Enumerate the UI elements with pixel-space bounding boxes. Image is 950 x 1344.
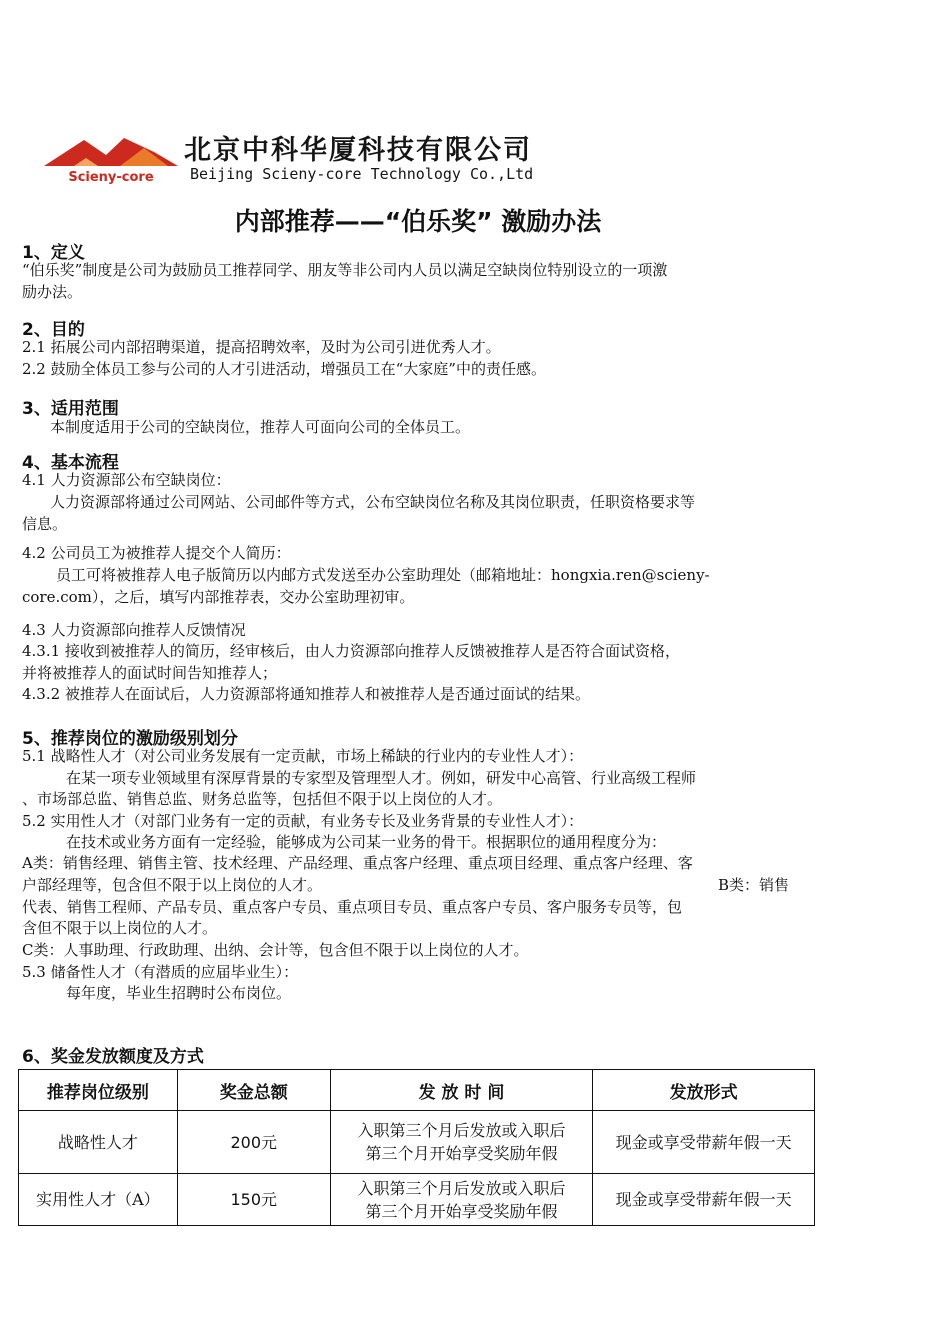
table-header: 奖金总额 [177,1070,330,1111]
paragraph-line: 人力资源部将通过公司网站、公司邮件等方式，公布空缺岗位名称及其岗位职责，任职资格要求等 [50,493,696,511]
table-header: 推荐岗位级别 [19,1070,178,1111]
paragraph-line: 励办法。 [22,283,83,301]
table-header: 发 放 时 间 [330,1070,593,1111]
paragraph-line: 员工可将被推荐人电子版简历以内邮方式发送至办公室助理处（邮箱地址：hongxia.ren@scieny- [56,566,710,584]
section-1-heading: 1、定义 [22,243,85,263]
paragraph-line: C类：人事助理、行政助理、出纳、会计等，包含但不限于以上岗位的人才。 [22,941,529,959]
cell-time-line: 入职第三个月后发放或入职后 [357,1178,566,1198]
paragraph-line: 并将被推荐人的面试时间告知推荐人； [22,664,278,682]
table-row [19,1111,815,1174]
section-4-heading: 4、基本流程 [22,453,119,473]
paragraph-line: core.com），之后，填写内部推荐表，交办公室助理初审。 [22,588,415,606]
paragraph-line: 信息。 [22,515,68,533]
paragraph-line: 5.3 储备性人才（有潜质的应届毕业生）： [22,963,299,981]
paragraph-line: 代表、销售工程师、产品专员、重点客户专员、重点项目专员、重点客户专员、客户服务专员等，包 [22,898,683,916]
paragraph-line: 4.3.1 接收到被推荐人的简历，经审核后，由人力资源部向推荐人反馈被推荐人是否符合面试资格， [22,642,680,660]
paragraph-line: A类：销售经理、销售主管、技术经理、产品经理、重点客户经理、重点项目经理、重点客户经理、客 [22,854,693,872]
cell-amount: 200元 [177,1111,330,1174]
paragraph-line: 4.1 人力资源部公布空缺岗位： [22,471,231,489]
paragraph-line: 在技术或业务方面有一定经验，能够成为公司某一业务的骨干。根据职位的通用程度分为： [66,833,667,851]
cell-time-line: 第三个月开始享受奖励年假 [365,1201,558,1221]
company-name-cn: 北京中科华厦科技有限公司 [184,135,532,166]
cell-time [330,1111,593,1174]
paragraph-line: 含但不限于以上岗位的人才。 [22,919,218,937]
paragraph-line: 4.2 公司员工为被推荐人提交个人简历： [22,544,291,562]
table-header: 发放形式 [593,1070,815,1111]
section-3-heading: 3、适用范围 [22,399,119,419]
paragraph-line: 4.3.2 被推荐人在面试后，人力资源部将通知推荐人和被推荐人是否通过面试的结果。 [22,685,590,703]
document-title: 内部推荐——“伯乐奖” 激励办法 [234,207,602,236]
cell-level: 战略性人才 [19,1111,178,1174]
company-logo-icon [44,130,178,186]
cell-form: 现金或享受带薪年假一天 [593,1174,815,1226]
table-header-row [19,1070,815,1111]
paragraph-line: 在某一项专业领域里有深厚背景的专家型及管理型人才。例如，研发中心高管、行业高级工程师 [66,769,697,787]
company-name-en: Beijing Scieny-core Technology Co.,Ltd [190,165,534,183]
cell-time-line: 第三个月开始享受奖励年假 [365,1144,558,1163]
cell-level: 实用性人才（A） [19,1174,178,1226]
paragraph-line: 5.1 战略性人才（对公司业务发展有一定贡献，市场上稀缺的行业内的专业性人才）： [22,747,584,765]
cell-time-line: 入职第三个月后发放或入职后 [357,1121,566,1140]
bonus-table [18,1069,815,1226]
paragraph-line: 4.3 人力资源部向推荐人反馈情况 [22,621,246,639]
section-6-heading: 6、奖金发放额度及方式 [22,1047,204,1067]
paragraph-line: 每年度，毕业生招聘时公布岗位。 [66,984,292,1002]
section-5-heading: 5、推荐岗位的激励级别划分 [22,729,238,749]
paragraph-line: 、市场部总监、销售总监、财务总监等，包括但不限于以上岗位的人才。 [22,790,503,808]
paragraph-line: 2.2 鼓励全体员工参与公司的人才引进活动，增强员工在“大家庭”中的责任感。 [22,360,546,378]
cell-time [330,1174,593,1226]
section-2-heading: 2、目的 [22,320,85,340]
paragraph-line: B类：销售 [718,876,790,894]
cell-amount: 150元 [177,1174,330,1226]
paragraph-line: 2.1 拓展公司内部招聘渠道，提高招聘效率，及时为公司引进优秀人才。 [22,338,501,356]
cell-form: 现金或享受带薪年假一天 [593,1111,815,1174]
logo-text: Scieny-core [68,170,154,185]
paragraph-line: 5.2 实用性人才（对部门业务有一定的贡献，有业务专长及业务背景的专业性人才）： [22,812,584,830]
paragraph-line: 本制度适用于公司的空缺岗位，推荐人可面向公司的全体员工。 [50,418,471,436]
table-row [19,1174,815,1226]
paragraph-line: “伯乐奖”制度是公司为鼓励员工推荐同学、朋友等非公司内人员以满足空缺岗位特别设立的一项激 [22,261,668,279]
paragraph-line: 户部经理等，包含但不限于以上岗位的人才。 [22,876,323,894]
